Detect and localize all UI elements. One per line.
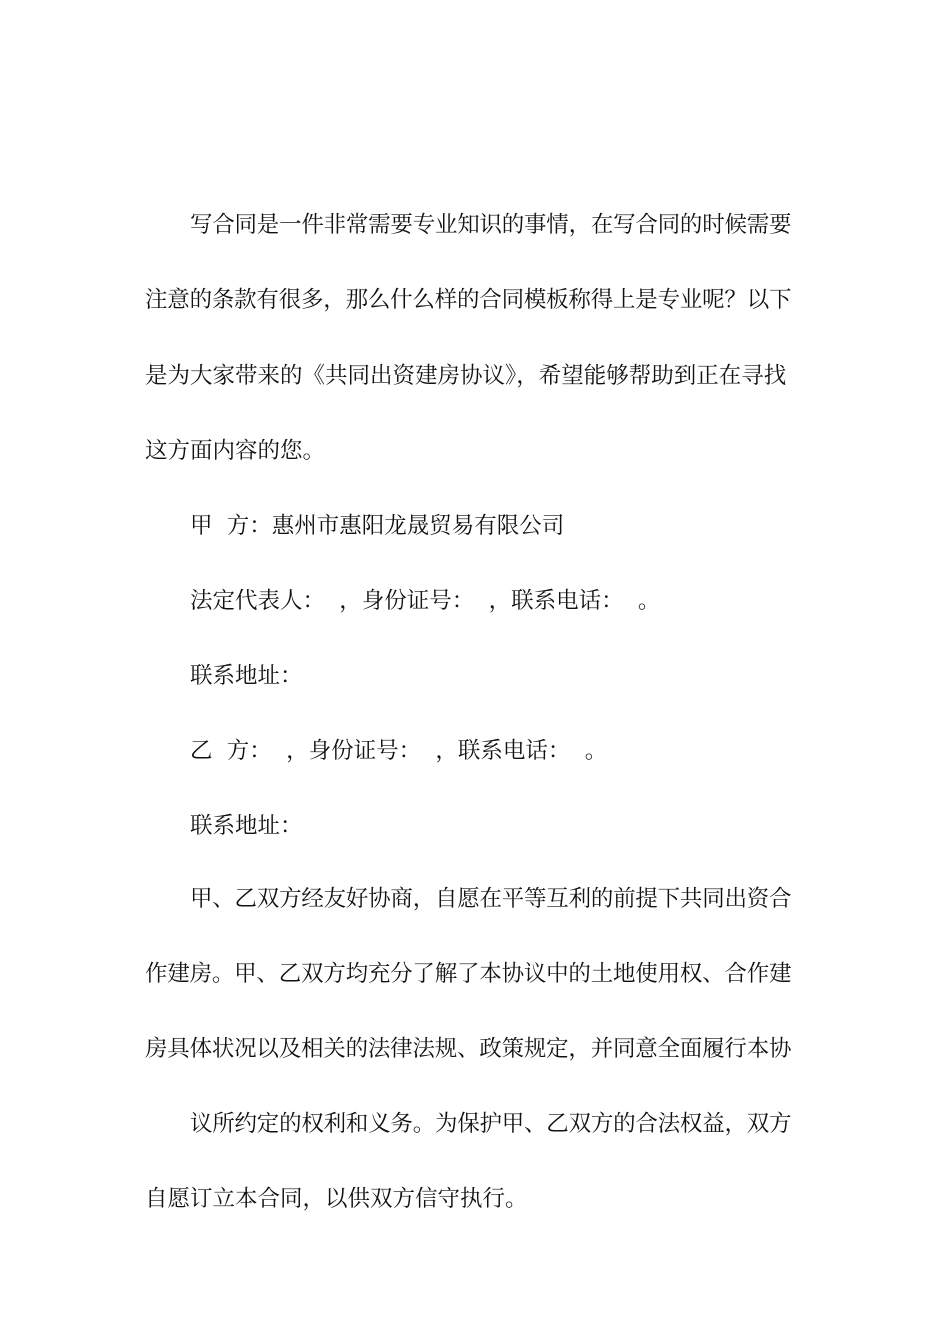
paragraph-agreement-line-4: 议所约定的权利和义务。为保护甲、乙双方的合法权益，双方 bbox=[190, 1111, 792, 1137]
party-a-name: 甲 方：惠州市惠阳龙晟贸易有限公司 bbox=[190, 513, 565, 539]
paragraph-intro-line-3: 是为大家带来的《共同出资建房协议》，希望能够帮助到正在寻找 bbox=[145, 363, 787, 389]
paragraph-agreement-line-5: 自愿订立本合同，以供双方信守执行。 bbox=[145, 1186, 528, 1212]
paragraph-intro-line-4: 这方面内容的您。 bbox=[145, 438, 326, 464]
paragraph-agreement-line-3: 房具体状况以及相关的法律法规、政策规定，并同意全面履行本协 bbox=[145, 1036, 792, 1062]
party-a-address: 联系地址： bbox=[190, 663, 303, 689]
paragraph-agreement-line-2: 作建房。甲、乙双方均充分了解了本协议中的土地使用权、合作建 bbox=[145, 961, 792, 987]
party-b-address: 联系地址： bbox=[190, 813, 303, 839]
paragraph-intro-line-1: 写合同是一件非常需要专业知识的事情，在写合同的时候需要 bbox=[190, 212, 792, 238]
paragraph-intro-line-2: 注意的条款有很多，那么什么样的合同模板称得上是专业呢？以下 bbox=[145, 287, 792, 313]
paragraph-agreement-line-1: 甲、乙双方经友好协商，自愿在平等互利的前提下共同出资合 bbox=[190, 886, 792, 912]
party-b-name: 乙 方： ，身份证号： ，联系电话： 。 bbox=[190, 738, 608, 764]
party-a-representative: 法定代表人： ，身份证号： ，联系电话： 。 bbox=[190, 588, 661, 614]
